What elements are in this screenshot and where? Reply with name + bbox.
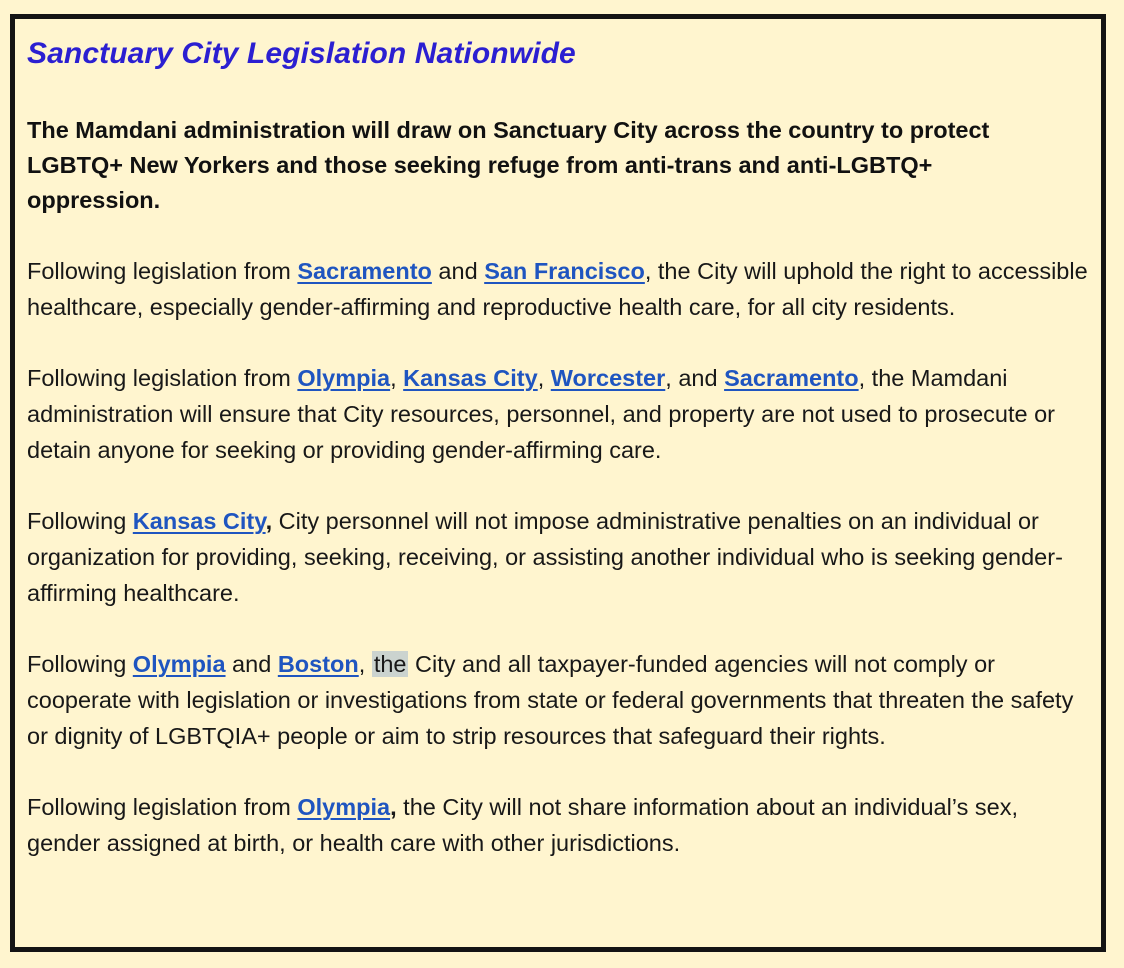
text: Following bbox=[27, 508, 133, 534]
text: Following legislation from bbox=[27, 794, 298, 820]
text: Following legislation from bbox=[27, 258, 298, 284]
link-kansas-city[interactable]: Kansas City bbox=[403, 365, 538, 391]
text: Following bbox=[27, 651, 133, 677]
link-boston[interactable]: Boston bbox=[277, 651, 359, 677]
link-olympia[interactable]: Olympia bbox=[132, 651, 226, 677]
paragraph-resources bbox=[27, 360, 1091, 468]
paragraph-information bbox=[27, 789, 1091, 861]
text: , bbox=[265, 508, 273, 534]
text: City personnel will not impose administrative penalties on an individual or organization for providing, seeking, receiving, or assisting another individual who is seeking gender-affirming healthcare. bbox=[27, 508, 1063, 606]
link-olympia[interactable]: Olympia bbox=[297, 794, 391, 820]
text: , and bbox=[665, 365, 725, 391]
paragraph-healthcare bbox=[27, 253, 1091, 325]
text: and bbox=[431, 258, 485, 284]
paragraph-cooperation bbox=[27, 646, 1091, 754]
text: , bbox=[358, 651, 372, 677]
text: and bbox=[225, 651, 278, 677]
text: , bbox=[390, 365, 404, 391]
link-sacramento[interactable]: Sacramento bbox=[297, 258, 432, 284]
text: , the City will uphold the right to accessible healthcare, especially gender-affirming and reproductive health care, for all city residents. bbox=[27, 258, 1088, 320]
link-worcester[interactable]: Worcester bbox=[550, 365, 666, 391]
paragraph-penalties bbox=[27, 503, 1091, 611]
link-kansas-city[interactable]: Kansas City bbox=[132, 508, 266, 534]
text: , bbox=[537, 365, 551, 391]
text: City and all taxpayer-funded agencies will not comply or cooperate with legislation or investigations from state or federal governments that threaten the safety or dignity of LGBTQIA+ people or aim to strip resources that safeguard their rights. bbox=[27, 651, 1074, 749]
highlighted-text: the bbox=[373, 651, 407, 677]
intro-statement: The Mamdani administration will draw on Sanctuary City across the country to protect LGBTQ+ New Yorkers and those seeking refuge from anti-trans and anti-LGBTQ+ oppression. bbox=[27, 117, 990, 213]
text: , bbox=[390, 794, 397, 820]
link-sacramento[interactable]: Sacramento bbox=[724, 365, 859, 391]
section-title: Sanctuary City Legislation Nationwide bbox=[27, 37, 576, 70]
link-olympia[interactable]: Olympia bbox=[297, 365, 391, 391]
text: , the Mamdani administration will ensure that City resources, personnel, and property are not used to prosecute or detain anyone for seeking or providing gender-affirming care. bbox=[27, 365, 1056, 463]
text: the City will not share information about an individual’s sex, gender assigned at birth, or health care with other jurisdictions. bbox=[27, 794, 1018, 856]
legislation-card bbox=[10, 14, 1106, 952]
link-san-francisco[interactable]: San Francisco bbox=[484, 258, 645, 284]
text: Following legislation from bbox=[27, 365, 298, 391]
